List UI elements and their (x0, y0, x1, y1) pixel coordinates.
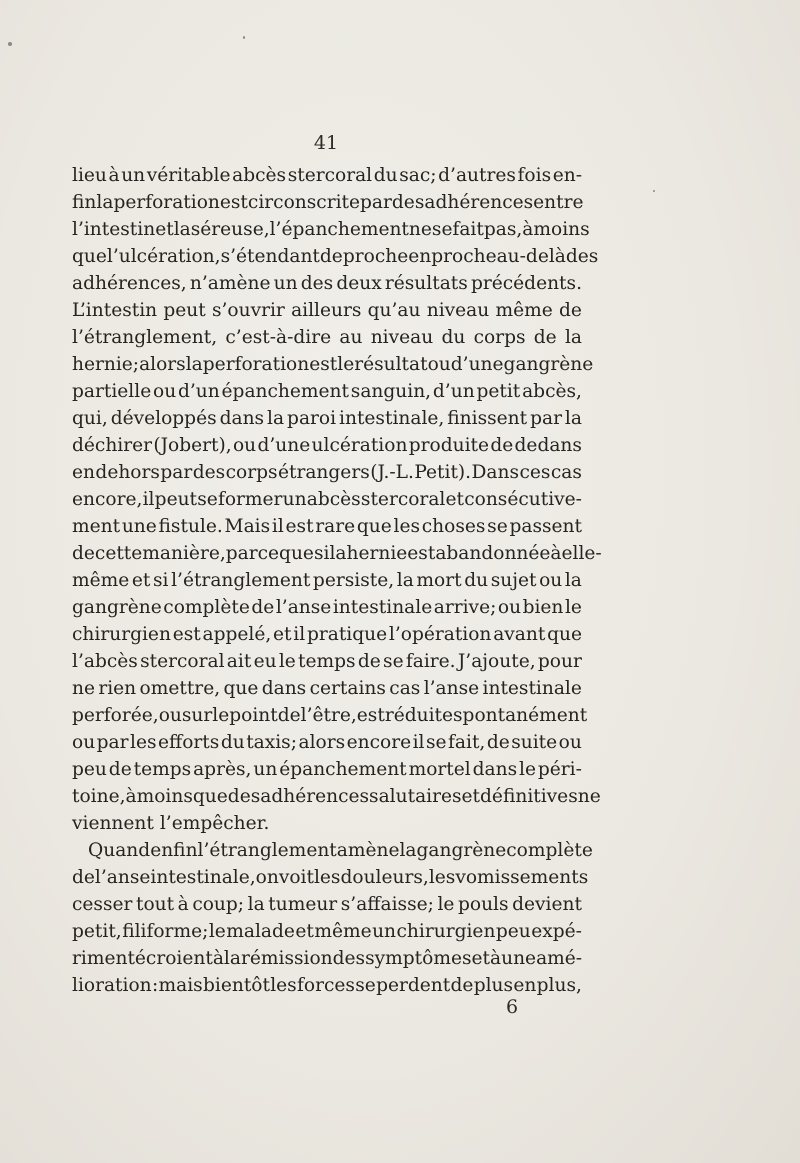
text-line: viennent l’empêcher. (72, 813, 270, 834)
text-line: ment une fistule. Mais il est rare que les choses se passent (72, 516, 582, 537)
text-line: peu de temps après, un épanchement mortel dans le péri- (72, 759, 582, 780)
text-line: hernie; alors la perforation est le résultat ou d’une gangrène (72, 354, 594, 375)
text-line: qui, développés dans la paroi intestinale, finissent par la (72, 408, 582, 429)
text-line: que l’ulcération, s’étendant de proche en proche au-delà des (72, 246, 599, 267)
page-number: 41 (313, 132, 339, 154)
text-line: cesser tout à coup; la tumeur s’affaisse; le pouls devient (72, 894, 582, 915)
text-line: même et si l’étranglement persiste, la mort du sujet ou la (72, 570, 582, 591)
text-line: Quand enfin l’étranglement amène la gangrène complète (88, 840, 593, 861)
text-line: en dehors par des corps étrangers (J.-L. Petit). Dans ces cas (72, 462, 582, 483)
signature-mark: 6 (506, 996, 519, 1018)
text-line: adhérences, n’amène un des deux résultats précédents. (72, 273, 582, 294)
text-line: toine, à moins que des adhérences salutaires et définitives ne (72, 786, 601, 807)
text-line: petit, filiforme; le malade et même un chirurgien peu expé- (72, 921, 582, 942)
body-text (72, 162, 602, 999)
text-line: de cette manière, parce que si la hernie est abandonnée à elle- (72, 543, 602, 564)
text-line: l’abcès stercoral ait eu le temps de se faire. J’ajoute, pour (72, 651, 582, 672)
text-line: de l’anse intestinale, on voit les douleurs, les vomissements (72, 867, 589, 888)
text-line: déchirer (Jobert), ou d’une ulcération produite de dedans (72, 435, 582, 456)
text-line: fin la perforation est circonscrite par des adhérences entre (72, 192, 584, 213)
text-line: l’étranglement, c’est-à-dire au niveau du corps de la (72, 327, 582, 348)
text-line: ne rien omettre, que dans certains cas l’anse intestinale (72, 678, 582, 699)
text-line: gangrène complète de l’anse intestinale arrive; ou bien le (72, 597, 582, 618)
text-line: lieu à un véritable abcès stercoral du sac; d’autres fois en- (72, 165, 582, 186)
text-line: rimenté croient à la rémission des symptômes et à une amé- (72, 948, 583, 969)
text-line: L’intestin peut s’ouvrir ailleurs qu’au niveau même de (72, 300, 582, 321)
text-line: encore, il peut se former un abcès stercoral et consécutive- (72, 489, 582, 510)
text-line: l’intestin et la séreuse, l’épanchement ne se fait pas, à moins (72, 219, 590, 240)
text-line: lioration : mais bientôt les forces se perdent de plus en plus, (72, 975, 582, 996)
text-line: ou par les efforts du taxis; alors encore il se fait, de suite ou (72, 732, 582, 753)
text-line: perforée, ou sur le point de l’être, est réduite spontanément (72, 705, 588, 726)
text-line: chirurgien est appelé, et il pratique l’opération avant que (72, 624, 582, 645)
text-line: partielle ou d’un épanchement sanguin, d’un petit abcès, (72, 381, 582, 402)
